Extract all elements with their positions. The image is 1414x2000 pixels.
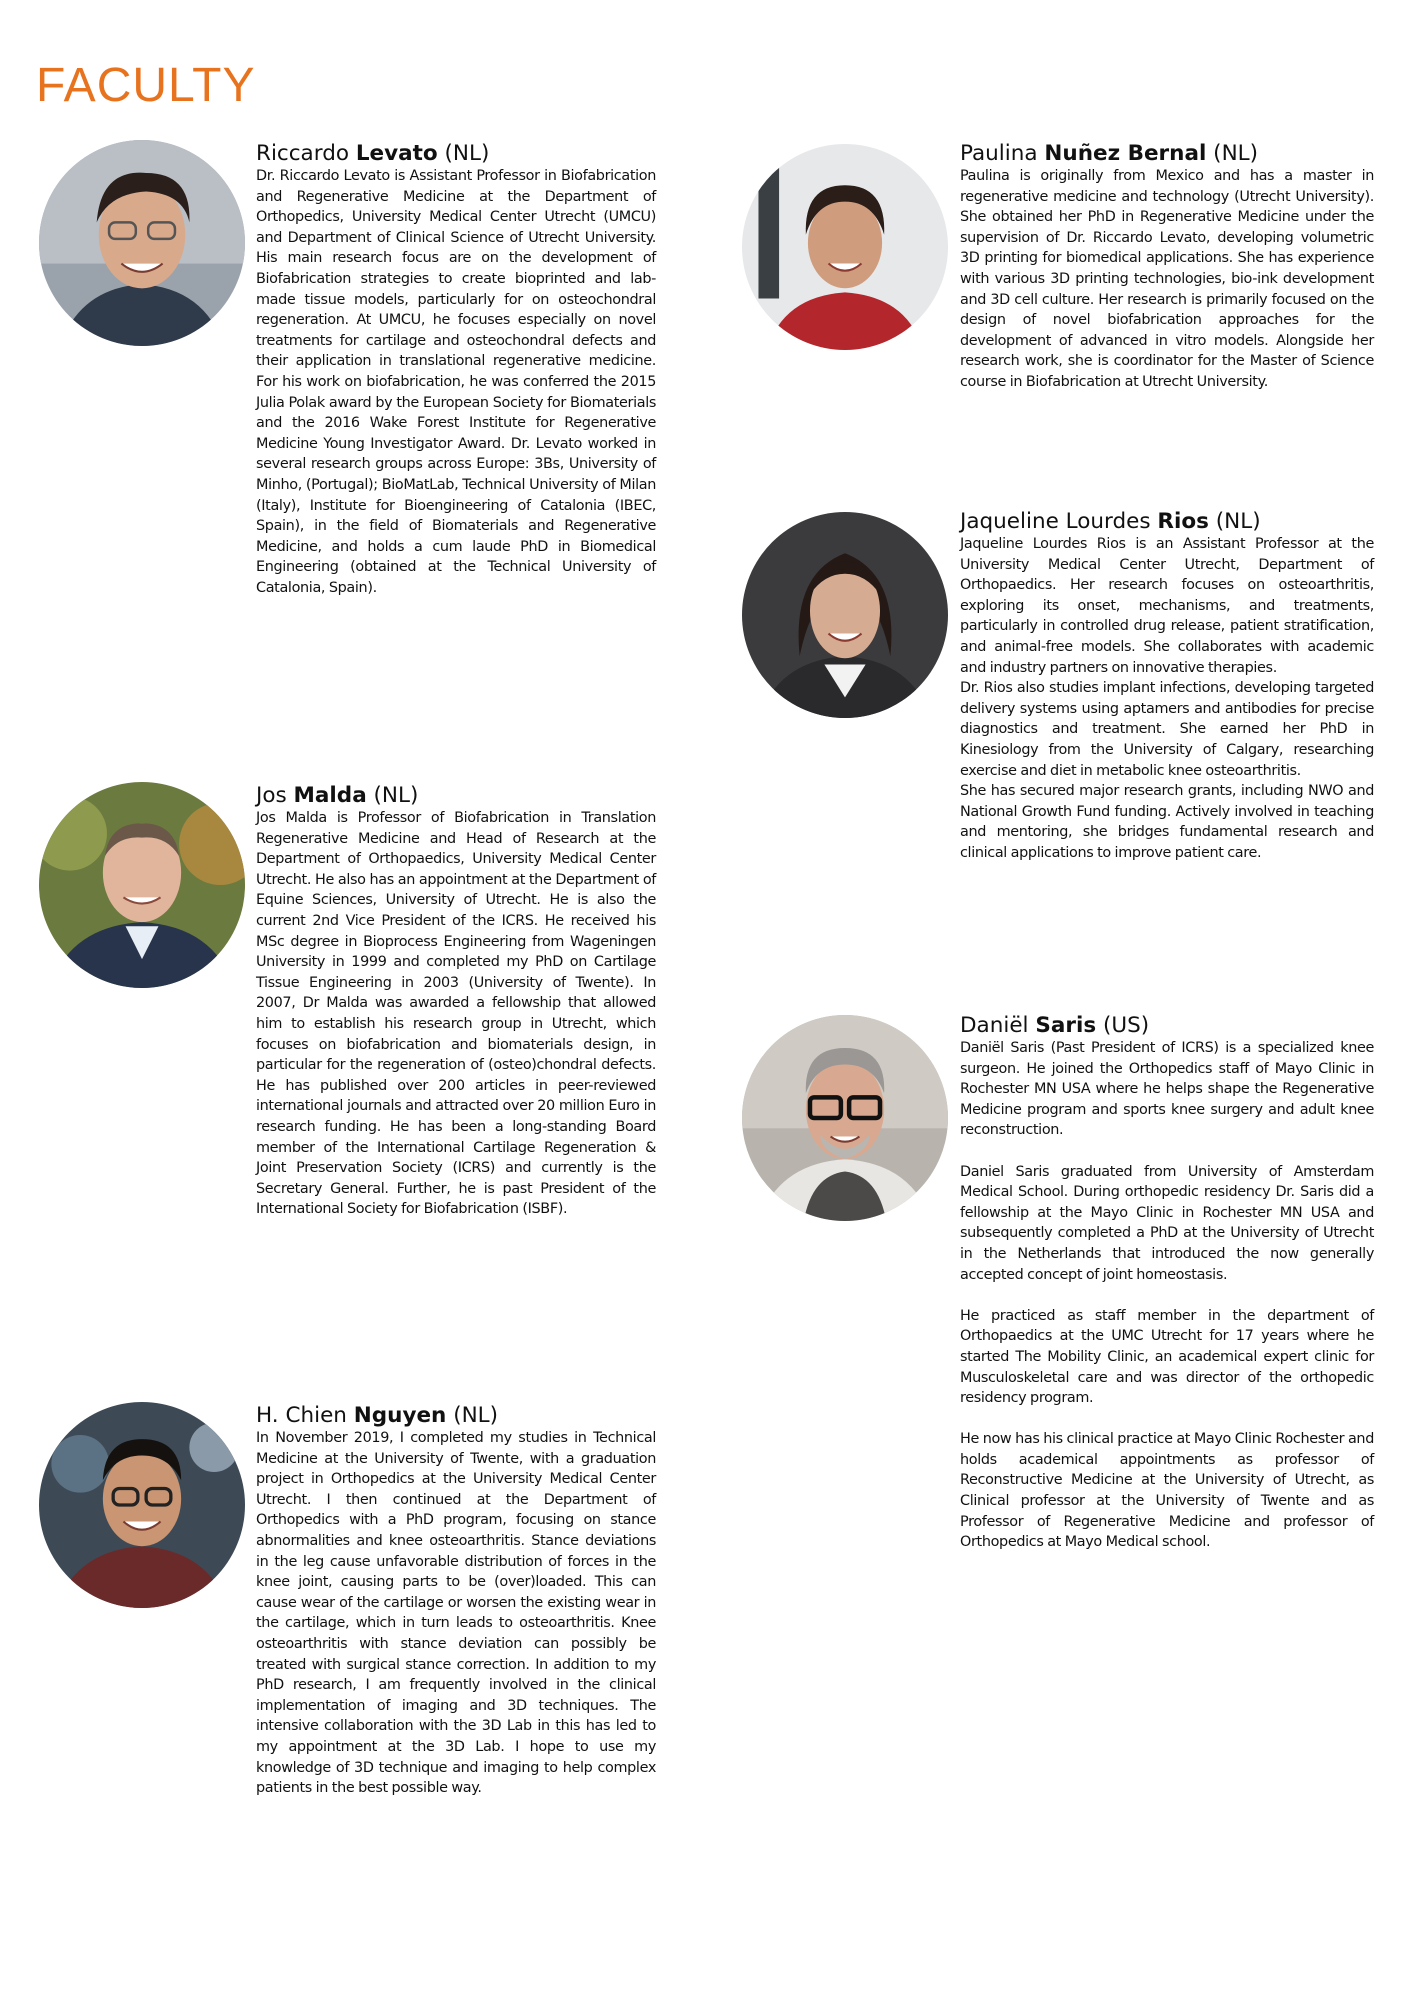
faculty-bio: Daniël Saris (Past President of ICRS) is a specialized knee surgeon. He joined the Orthopedics staff of Mayo Clinic in Rochester MN USA where he helps shape the Regenerative Medicine program and sports knee surgery and adult knee reconstruction. [960, 1040, 1374, 1139]
faculty-bio: Daniel Saris graduated from University of Amsterdam Medical School. During orthopedic residency Dr. Saris did a fellowship at the Mayo Clinic in Rochester MN USA and subsequently completed a PhD at the University of Utrecht in the Netherlands that introduced the now generally accepted concept of joint homeostasis. [960, 1163, 1374, 1283]
portrait-photo [39, 140, 245, 346]
faculty-name: Daniël Saris (US) [960, 1013, 1150, 1038]
portrait-photo [742, 1015, 948, 1221]
faculty-name: H. Chien Nguyen (NL) [256, 1403, 499, 1428]
page-title: FACULTY [36, 59, 256, 112]
portrait-photo [39, 1402, 245, 1608]
faculty-name: Paulina Nuñez Bernal (NL) [960, 141, 1259, 166]
faculty-bio: Jos Malda is Professor of Biofabrication in Translation Regenerative Medicine and Head of Research at the Department of Orthopaedics, University Medical Center Utrecht. He also has an appointment at the Department of Equine Sciences, University of Utrecht. He is also the current 2nd Vice President of the ICRS. He received his MSc degree in Bioprocess Engineering from Wageningen University in 1999 and completed my PhD on Cartilage Tissue Engineering in 2003 (University of Twente). In 2007, Dr Malda was awarded a fellowship that allowed him to establish his research group in Utrecht, which focuses on biofabrication and biomaterials design, in particular for the regeneration of (osteo)chondral defects. He has published over 200 articles in peer-reviewed international journals and attracted over 20 million Euro in research funding. He has been a long-standing Board member of the International Cartilage Regeneration & Joint Preservation Society (ICRS) and currently is the Secretary General. Further, he is past President of the International Society for Biofabrication (ISBF). [256, 810, 656, 1218]
avatar [39, 782, 245, 988]
faculty-name: Riccardo Levato (NL) [256, 141, 490, 166]
avatar [742, 512, 948, 718]
faculty-bio: Paulina is originally from Mexico and has a master in regenerative medicine and technology (Utrecht University). She obtained her PhD in Regenerative Medicine under the supervision of Dr. Riccardo Levato, developing volumetric 3D printing for biomedical applications. She has experience with various 3D printing technologies, bio-ink development and 3D cell culture. Her research is primarily focused on the design of novel biofabrication approaches for the development of advanced in vitro models. Alongside her research work, she is coordinator for the Master of Science course in Biofabrication at Utrecht University. [960, 168, 1374, 390]
faculty-bio: He practiced as staff member in the department of Orthopaedics at the UMC Utrecht for 17 years where he started The Mobility Clinic, an academical expert clinic for Musculoskeletal care and was director of the orthopedic residency program. [960, 1307, 1374, 1407]
portrait-photo [39, 782, 245, 988]
portrait-photo [742, 512, 948, 718]
portrait-photo [742, 144, 948, 350]
faculty-bio: Dr. Rios also studies implant infections, developing targeted delivery systems using aptamers and antibodies for precise diagnostics and treatment. She earned her PhD in Kinesiology from the University of Calgary, researching exercise and diet in metabolic knee osteoarthritis. [960, 680, 1374, 779]
faculty-bio: She has secured major research grants, including NWO and National Growth Fund funding. Actively involved in teaching and mentoring, she bridges fundamental research and clinical applications to improve patient care. [960, 783, 1374, 861]
avatar [39, 1402, 245, 1608]
faculty-bio: He now has his clinical practice at Mayo Clinic Rochester and holds academical appointments as professor of Reconstructive Medicine at the University of Utrecht, as Clinical professor at the University of Twente and as Professor of Regenerative Medicine and professor of Orthopedics at Mayo Medical school. [960, 1431, 1374, 1551]
faculty-bio: Jaqueline Lourdes Rios is an Assistant Professor at the University Medical Center Utrecht, Department of Orthopaedics. Her research focuses on osteoarthritis, exploring its onset, mechanisms, and treatments, particularly in controlled drug release, patient stratification, and animal-free models. She collaborates with academic and industry partners on innovative therapies. [960, 536, 1374, 676]
avatar [742, 144, 948, 350]
avatar [39, 140, 245, 346]
faculty-bio: In November 2019, I completed my studies in Technical Medicine at the University of Twente, with a graduation project in Orthopedics at the University Medical Center Utrecht. I then continued at the Department of Orthopedics with a PhD program, focusing on stance abnormalities and knee osteoarthritis. Stance deviations in the leg cause unfavorable distribution of forces in the knee joint, causing parts to be (over)loaded. This can cause wear of the cartilage or worsen the existing wear in the cartilage, which in turn leads to osteoarthritis. Knee osteoarthritis with stance deviation can possibly be treated with surgical stance correction. In addition to my PhD research, I am frequently involved in the clinical implementation of imaging and 3D techniques. The intensive collaboration with the 3D Lab in this has led to my appointment at the 3D Lab. I hope to use my knowledge of 3D technique and imaging to help complex patients in the best possible way. [256, 1430, 656, 1797]
faculty-bio: Dr. Riccardo Levato is Assistant Professor in Biofabrication and Regenerative Medicine at the Department of Orthopedics, University Medical Center Utrecht (UMCU) and Department of Clinical Science of Utrecht University. His main research focus are on the development of Biofabrication strategies to create bioprinted and lab-made tissue models, particularly for on osteochondral regeneration. At UMCU, he focuses especially on novel treatments for cartilage and osteochondral defects and their application in translational regenerative medicine. For his work on biofabrication, he was conferred the 2015 Julia Polak award by the European Society for Biomaterials and the 2016 Wake Forest Institute for Regenerative Medicine Young Investigator Award. Dr. Levato worked in several research groups across Europe: 3Bs, University of Minho, (Portugal); BioMatLab, Technical University of Milan (Italy), Institute for Bioengineering of Catalonia (IBEC, Spain), in the field of Biomaterials and Regenerative Medicine, and holds a cum laude PhD in Biomedical Engineering (obtained at the Technical University of Catalonia, Spain). [256, 168, 656, 596]
faculty-name: Jaqueline Lourdes Rios (NL) [960, 509, 1261, 534]
faculty-name: Jos Malda (NL) [256, 783, 419, 808]
avatar [742, 1015, 948, 1221]
